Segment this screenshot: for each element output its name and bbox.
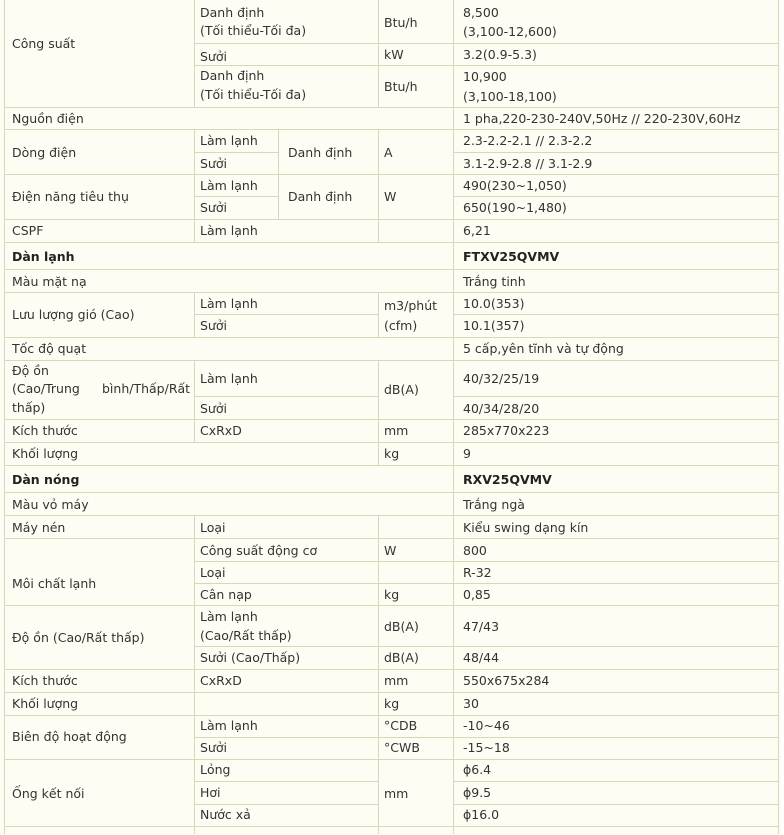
- dien-nang-heat-value: 650(190~1,480): [463, 200, 567, 215]
- kich-thuoc-lanh-value: 285x770x223: [463, 423, 550, 438]
- may-nen-label: Máy nén: [12, 520, 66, 535]
- kich-thuoc-nong-sub: CxRxD: [200, 673, 242, 688]
- kich-thuoc-lanh-sub: CxRxD: [200, 423, 242, 438]
- nguon-dien-label: Nguồn điện: [12, 111, 84, 126]
- luu-luong-cool-value: 10.0(353): [463, 296, 525, 311]
- spec-table: [4, 0, 779, 834]
- bien-do-unit-2: °CWB: [384, 740, 420, 755]
- ong-ket-noi-sub-3: Nước xả: [200, 807, 251, 822]
- grid-line: [4, 269, 779, 270]
- grid-line: [194, 314, 378, 315]
- mau-mat-na-label: Màu mặt nạ: [12, 274, 87, 289]
- grid-line: [4, 107, 779, 108]
- dien-nang-heat-label: Sưởi: [200, 200, 227, 215]
- grid-line: [4, 515, 779, 516]
- ong-ket-noi-sub-2: Hơi: [200, 785, 221, 800]
- grid-line: [4, 826, 779, 827]
- grid-line: [4, 292, 779, 293]
- dien-nang-cool-value: 490(230~1,050): [463, 178, 567, 193]
- grid-line: [378, 0, 379, 107]
- luu-luong-label: Lưu lượng gió (Cao): [12, 307, 135, 322]
- do-on-lanh-heat-label: Sưởi: [200, 401, 227, 416]
- luu-luong-heat-label: Sưởi: [200, 318, 227, 333]
- dong-dien-heat-label: Sưởi: [200, 156, 227, 171]
- grid-line: [378, 515, 379, 834]
- dien-nang-label: Điện năng tiêu thụ: [12, 189, 129, 204]
- dien-nang-cool-label: Làm lạnh: [200, 178, 258, 193]
- khoi-luong-nong-label: Khối lượng: [12, 696, 79, 711]
- grid-line: [4, 465, 779, 466]
- bien-do-label: Biên độ hoạt động: [12, 729, 127, 744]
- grid-line: [4, 759, 779, 760]
- kich-thuoc-nong-value: 550x675x284: [463, 673, 550, 688]
- grid-line: [194, 65, 779, 66]
- dan-nong-heading: Dàn nóng: [12, 472, 80, 487]
- cong-suat-heat-unit: kW: [384, 47, 404, 62]
- grid-line: [453, 781, 779, 782]
- grid-line: [194, 646, 779, 647]
- mau-mat-na-value: Trắng tinh: [463, 274, 526, 289]
- do-on-nong-unit-2: dB(A): [384, 650, 419, 665]
- kich-thuoc-nong-label: Kích thước: [12, 673, 78, 688]
- grid-line: [4, 419, 779, 420]
- cong-suat-rated-label: Danh định: [200, 5, 265, 20]
- nguon-dien-value: 1 pha,220-230-240V,50Hz // 220-230V,60Hz: [463, 111, 741, 126]
- kich-thuoc-nong-unit: mm: [384, 673, 409, 688]
- grid-line: [4, 337, 779, 338]
- cong-suat-value: 8,500: [463, 5, 499, 20]
- bien-do-unit-1: °CDB: [384, 718, 418, 733]
- ong-ket-noi-label: Ống kết nối: [12, 786, 85, 801]
- grid-line: [194, 43, 779, 44]
- ong-ket-noi-unit: mm: [384, 786, 409, 801]
- grid-line: [194, 396, 378, 397]
- do-on-lanh-heat-value: 40/34/28/20: [463, 401, 540, 416]
- cong-suat-minmax-label-2: (Tối thiểu-Tối đa): [200, 87, 307, 102]
- ong-ket-noi-value-2: ϕ9.5: [463, 785, 492, 800]
- grid-line: [194, 0, 195, 107]
- toc-do-quat-value: 5 cấp,yên tĩnh và tự động: [463, 341, 624, 356]
- cong-suat-unit-2: Btu/h: [384, 79, 418, 94]
- grid-line: [378, 129, 379, 242]
- grid-line: [194, 515, 195, 834]
- cong-suat-range-2: (3,100-18,100): [463, 89, 557, 104]
- moi-chat-label: Môi chất lạnh: [12, 576, 97, 591]
- cong-suat-heat-value: 3.2(0.9-5.3): [463, 47, 537, 62]
- moi-chat-value-1: R-32: [463, 565, 492, 580]
- bien-do-value-1: -10~46: [463, 718, 510, 733]
- ong-ket-noi-sub-1: Lỏng: [200, 762, 231, 777]
- cong-suat-dong-co-unit: W: [384, 543, 397, 558]
- khoi-luong-nong-unit: kg: [384, 696, 400, 711]
- grid-line: [194, 583, 779, 584]
- khoi-luong-nong-value: 30: [463, 696, 479, 711]
- grid-line: [194, 129, 195, 242]
- do-on-lanh-cool-value: 40/32/25/19: [463, 371, 540, 386]
- grid-line: [4, 692, 779, 693]
- grid-line: [194, 152, 278, 153]
- grid-line: [4, 242, 779, 243]
- cong-suat-unit: Btu/h: [384, 15, 418, 30]
- ong-ket-noi-value-1: ϕ6.4: [463, 762, 492, 777]
- do-on-lanh-label: Độ ồn: [12, 363, 49, 378]
- ong-ket-noi-value-3: ϕ16.0: [463, 807, 500, 822]
- grid-line: [453, 152, 779, 153]
- may-nen-value: Kiểu swing dạng kín: [463, 520, 589, 535]
- dan-lanh-heading: Dàn lạnh: [12, 249, 75, 264]
- grid-line: [4, 129, 779, 130]
- kich-thuoc-lanh-unit: mm: [384, 423, 409, 438]
- grid-line: [378, 292, 379, 337]
- do-on-lanh-label-2a: (Cao/Trung: [12, 381, 80, 396]
- grid-line: [453, 314, 779, 315]
- grid-line: [4, 219, 779, 220]
- grid-line: [194, 781, 378, 782]
- cong-suat-rated-label-2: Danh định: [200, 68, 265, 83]
- bien-do-cool-label: Làm lạnh: [200, 718, 258, 733]
- do-on-lanh-cool-label: Làm lạnh: [200, 371, 258, 386]
- luu-luong-unit: m3/phút: [384, 298, 438, 313]
- khoi-luong-lanh-value: 9: [463, 446, 471, 461]
- khoi-luong-lanh-unit: kg: [384, 446, 400, 461]
- dong-dien-rated-label: Danh định: [288, 145, 353, 160]
- dong-dien-cool-value: 2.3-2.2-2.1 // 2.3-2.2: [463, 133, 593, 148]
- grid-line: [4, 492, 779, 493]
- mau-vo-may-label: Màu vỏ máy: [12, 497, 89, 512]
- luu-luong-unit-cfm: (cfm): [384, 318, 418, 333]
- kich-thuoc-lanh-label: Kích thước: [12, 423, 78, 438]
- grid-line: [278, 129, 279, 219]
- cong-suat-dong-co-value: 800: [463, 543, 487, 558]
- do-on-lanh-label-2b: bình/Thấp/Rất: [102, 381, 191, 396]
- grid-line: [4, 360, 779, 361]
- grid-line: [194, 561, 779, 562]
- toc-do-quat-label: Tốc độ quạt: [12, 341, 87, 356]
- cong-suat-label: Công suất: [12, 36, 76, 51]
- do-on-lanh-label-3: thấp): [12, 400, 46, 415]
- khoi-luong-lanh-label: Khối lượng: [12, 446, 79, 461]
- grid-line: [4, 0, 5, 834]
- cong-suat-dong-co-label: Công suất động cơ: [200, 543, 318, 558]
- cspf-sub-label: Làm lạnh: [200, 223, 258, 238]
- mau-vo-may-value: Trắng ngà: [463, 497, 525, 512]
- dan-nong-model: RXV25QVMV: [463, 472, 552, 487]
- cspf-value: 6,21: [463, 223, 491, 238]
- cong-suat-heat-label: Sưởi: [200, 49, 227, 64]
- dong-dien-label: Dòng điện: [12, 145, 77, 160]
- dien-nang-unit: W: [384, 189, 397, 204]
- bien-do-value-2: -15~18: [463, 740, 510, 755]
- do-on-nong-label: Độ ồn (Cao/Rất thấp): [12, 630, 145, 645]
- dan-lanh-model: FTXV25QVMV: [463, 249, 560, 264]
- do-on-nong-cool-label-2: (Cao/Rất thấp): [200, 628, 292, 643]
- grid-line: [4, 174, 779, 175]
- do-on-nong-value-1: 47/43: [463, 619, 500, 634]
- grid-line: [4, 605, 779, 606]
- grid-line: [778, 0, 779, 834]
- dien-nang-rated-label: Danh định: [288, 189, 353, 204]
- cong-suat-range: (3,100-12,600): [463, 24, 557, 39]
- cspf-label: CSPF: [12, 223, 44, 238]
- grid-line: [453, 196, 779, 197]
- do-on-nong-cool-label: Làm lạnh: [200, 609, 258, 624]
- bien-do-heat-label: Sưởi: [200, 740, 227, 755]
- luu-luong-cool-label: Làm lạnh: [200, 296, 258, 311]
- grid-line: [194, 360, 195, 442]
- do-on-nong-unit-1: dB(A): [384, 619, 419, 634]
- dong-dien-heat-value: 3.1-2.9-2.8 // 3.1-2.9: [463, 156, 593, 171]
- cong-suat-minmax-label: (Tối thiểu-Tối đa): [200, 23, 307, 38]
- luu-luong-heat-value: 10.1(357): [463, 318, 525, 333]
- grid-line: [453, 804, 779, 805]
- grid-line: [4, 538, 779, 539]
- grid-line: [453, 396, 779, 397]
- grid-line: [194, 196, 278, 197]
- do-on-nong-value-2: 48/44: [463, 650, 500, 665]
- moi-chat-sub-1: Loại: [200, 565, 226, 580]
- grid-line: [378, 360, 379, 465]
- cong-suat-value-2: 10,900: [463, 69, 507, 84]
- may-nen-sub: Loại: [200, 520, 226, 535]
- grid-line: [4, 669, 779, 670]
- do-on-lanh-unit: dB(A): [384, 382, 419, 397]
- dong-dien-cool-label: Làm lạnh: [200, 133, 258, 148]
- moi-chat-unit-2: kg: [384, 587, 400, 602]
- grid-line: [453, 0, 454, 834]
- grid-line: [194, 292, 195, 337]
- do-on-nong-heat-label: Sưởi (Cao/Thấp): [200, 650, 301, 665]
- grid-line: [4, 442, 779, 443]
- dong-dien-unit: A: [384, 145, 393, 160]
- moi-chat-sub-2: Cân nạp: [200, 587, 252, 602]
- moi-chat-value-2: 0,85: [463, 587, 491, 602]
